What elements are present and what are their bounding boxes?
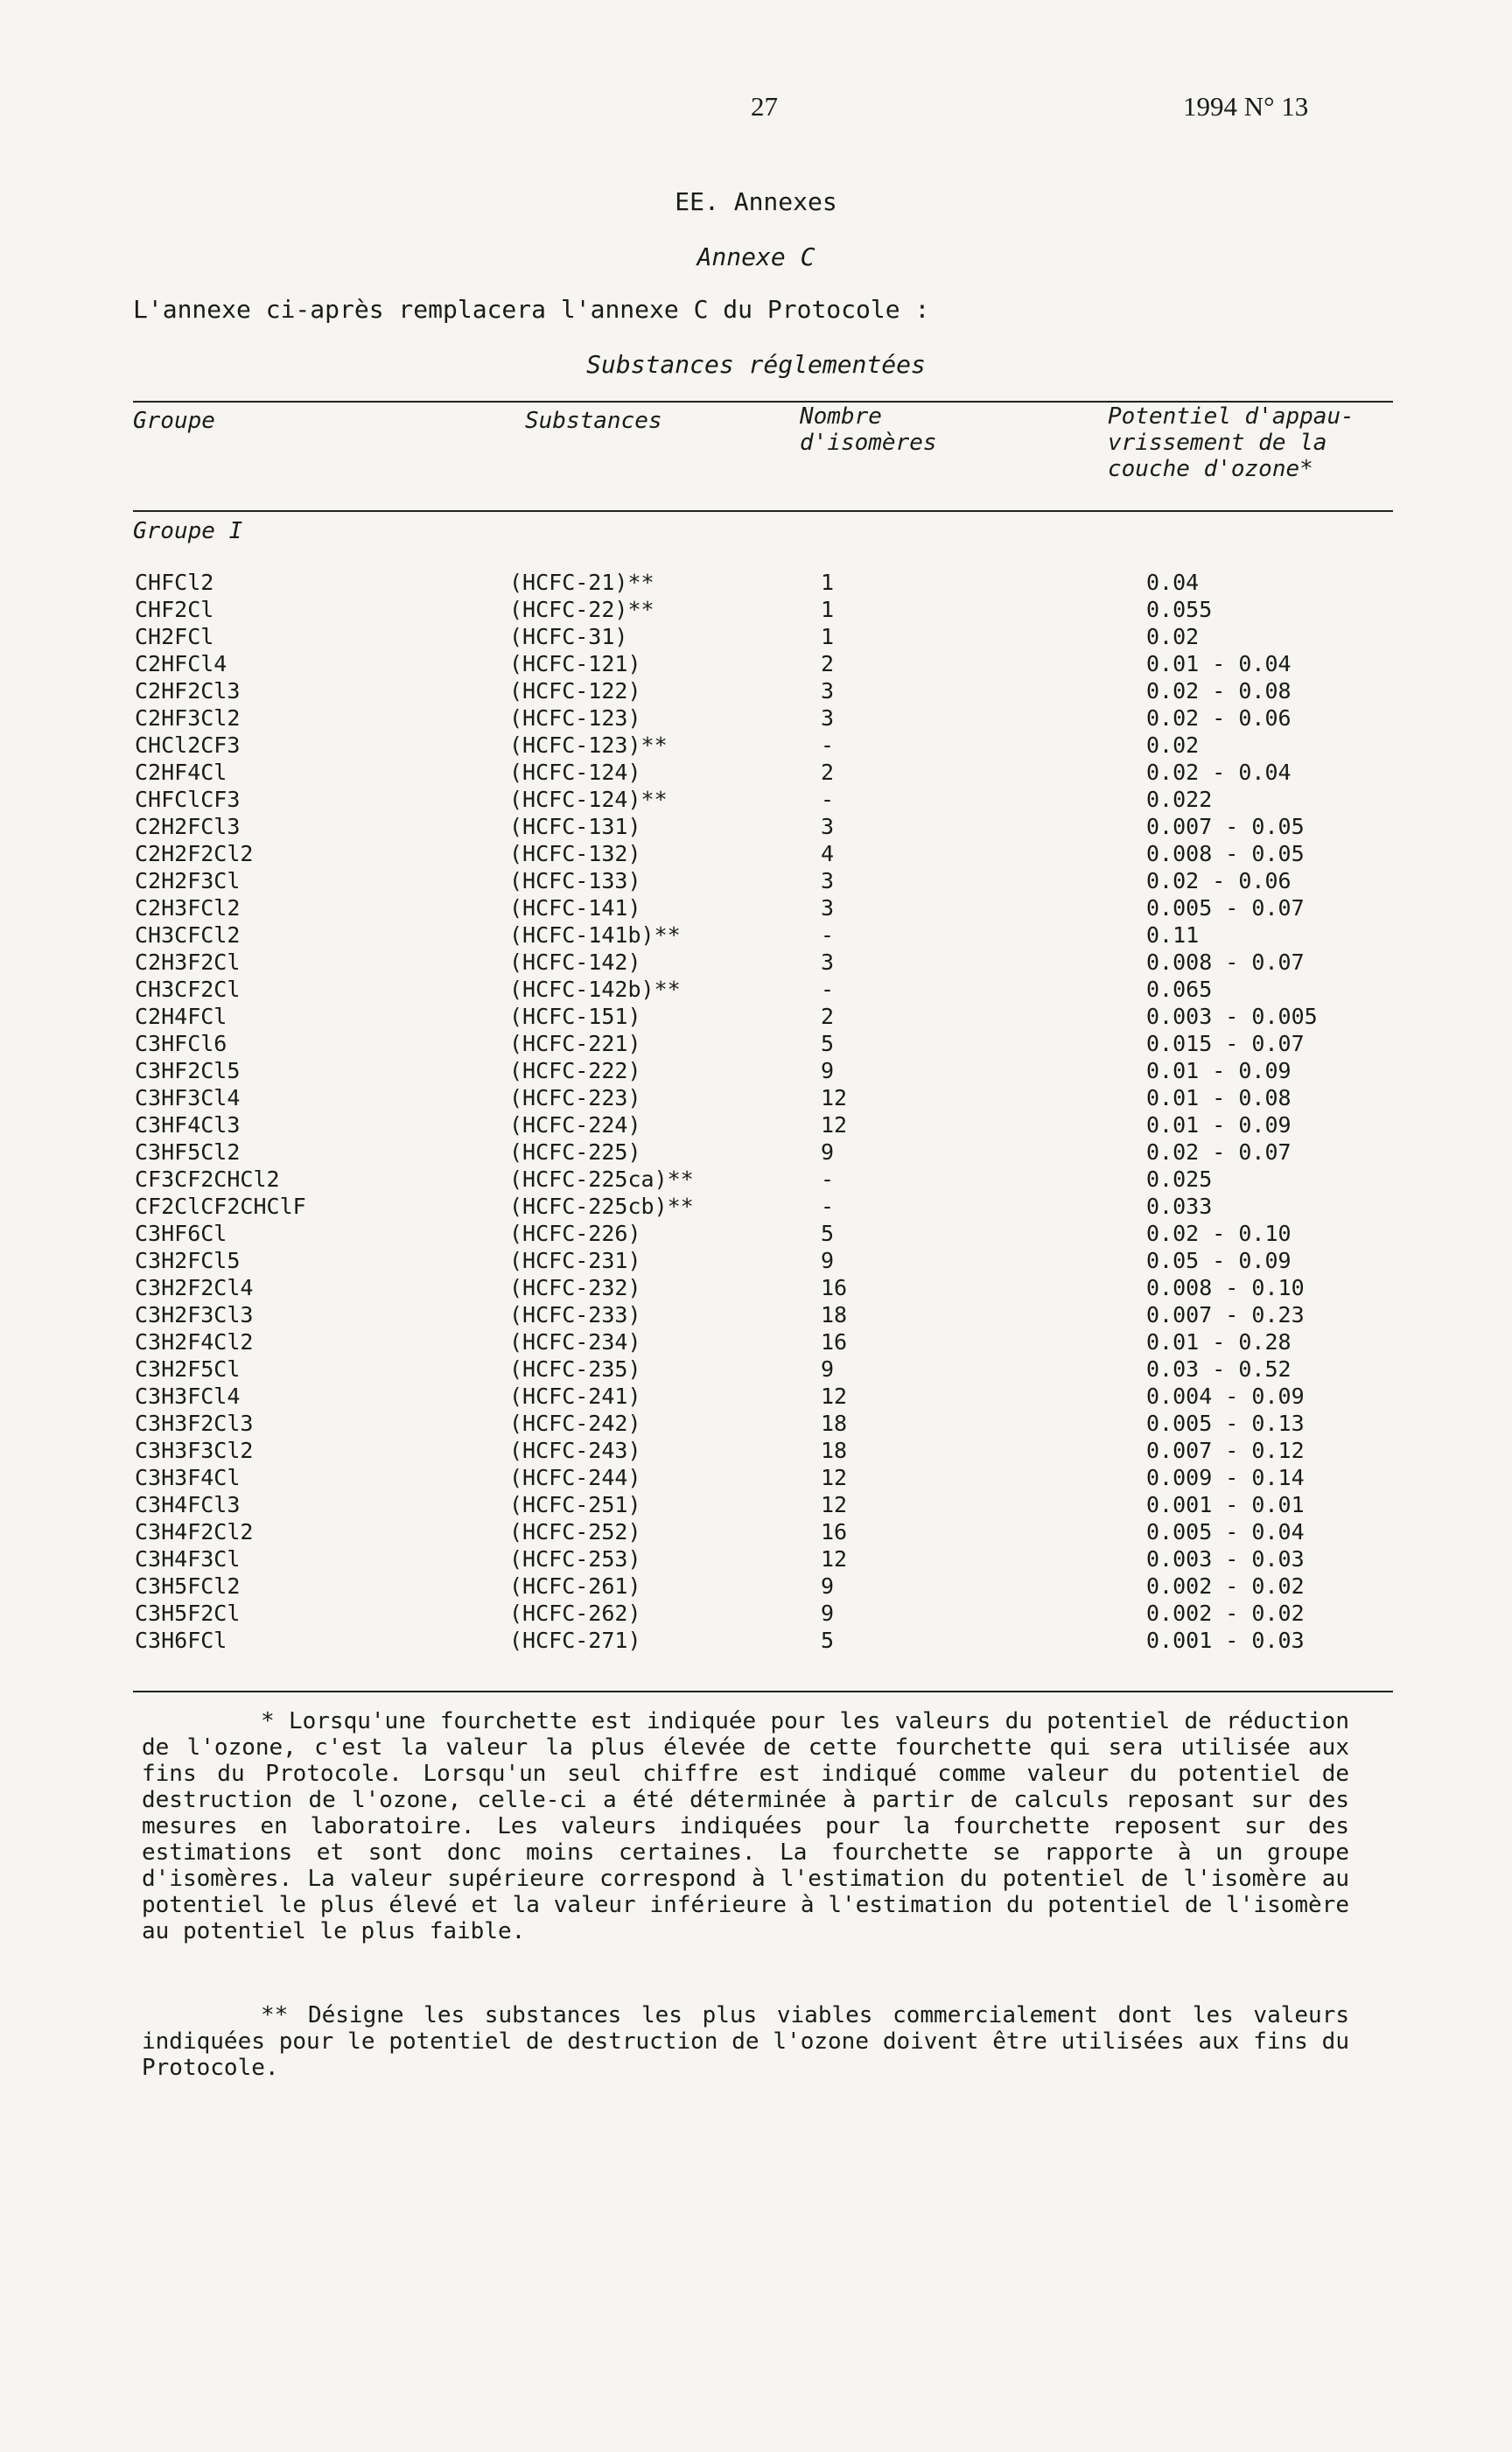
cell-substance: (HCFC-123)** [509,732,668,758]
cell-formula: CF3CF2CHCl2 [135,1166,280,1192]
cell-formula: CHFCl2 [135,570,214,595]
cell-substance: (HCFC-21)** [509,570,654,595]
cell-formula: CH3CF2Cl [135,977,241,1002]
cell-formula: C3H3F3Cl2 [135,1438,254,1463]
header-nombre-line1: Nombre [800,403,882,430]
cell-formula: C2H3F2Cl [135,949,241,975]
cell-formula: C3H4FCl3 [135,1492,241,1517]
cell-substance: (HCFC-225cb)** [509,1194,694,1219]
cell-formula: C2H2F3Cl [135,868,241,893]
cell-formula: C3HF5Cl2 [135,1139,241,1165]
cell-odp: 0.01 - 0.09 [1146,1112,1292,1138]
cell-isomers: 12 [821,1085,848,1110]
table-row [133,623,1393,650]
cell-formula: C3H2FCl5 [135,1248,241,1273]
table-row [133,759,1393,786]
cell-odp: 0.01 - 0.04 [1146,651,1292,676]
table-row [133,894,1393,921]
table-row [133,569,1393,596]
cell-odp: 0.055 [1146,597,1213,622]
cell-formula: C3H6FCl [135,1628,228,1653]
table-row [133,1166,1393,1193]
table-row [133,949,1393,976]
cell-formula: C3H5F2Cl [135,1601,241,1626]
cell-isomers: 3 [821,895,835,921]
table-row [133,650,1393,677]
table-row [133,867,1393,894]
cell-isomers: 9 [821,1248,835,1273]
table-row [133,786,1393,813]
cell-isomers: 2 [821,760,835,785]
journal-reference: 1994 N° 13 [1183,91,1309,122]
table-row [133,1491,1393,1518]
table-row [133,976,1393,1003]
cell-formula: C3HF3Cl4 [135,1085,241,1110]
cell-odp: 0.05 - 0.09 [1146,1248,1292,1273]
page-number: 27 [751,91,778,122]
cell-substance: (HCFC-131) [509,814,641,839]
cell-substance: (HCFC-132) [509,841,641,866]
table-row [133,813,1393,840]
section-title: EE. Annexes [675,187,837,216]
cell-isomers: - [821,1166,835,1192]
header-nombre-line2: d'isomères [800,430,937,456]
header-potentiel-line1: Potentiel d'appau- [1108,403,1354,430]
cell-formula: C2H2F2Cl2 [135,841,254,866]
cell-substance: (HCFC-22)** [509,597,654,622]
cell-odp: 0.02 - 0.08 [1146,678,1292,704]
cell-formula: C3H3F2Cl3 [135,1411,254,1436]
table-row [133,732,1393,759]
cell-odp: 0.11 [1146,922,1200,948]
cell-odp: 0.02 [1146,732,1200,758]
cell-isomers: 18 [821,1302,848,1328]
cell-formula: C2HF4Cl [135,760,228,785]
cell-odp: 0.008 - 0.10 [1146,1275,1305,1300]
cell-isomers: 16 [821,1275,848,1300]
cell-formula: C3HFCl6 [135,1031,228,1056]
cell-isomers: 3 [821,949,835,975]
table-row [133,1573,1393,1600]
cell-isomers: 1 [821,624,835,649]
cell-odp: 0.003 - 0.005 [1146,1004,1318,1029]
cell-isomers: 9 [821,1601,835,1626]
table-bottom-rule [133,1691,1393,1692]
cell-formula: CHCl2CF3 [135,732,241,758]
cell-odp: 0.02 - 0.06 [1146,868,1292,893]
table-row [133,921,1393,949]
intro-paragraph: L'annexe ci-après remplacera l'annexe C du Protocole : [133,295,930,324]
table-row [133,1003,1393,1030]
table-row [133,1518,1393,1545]
cell-formula: C2H3FCl2 [135,895,241,921]
cell-substance: (HCFC-233) [509,1302,641,1328]
cell-isomers: 9 [821,1573,835,1599]
cell-formula: CH2FCl [135,624,214,649]
cell-odp: 0.003 - 0.03 [1146,1546,1305,1572]
cell-formula: C3H2F2Cl4 [135,1275,254,1300]
annex-title: Annexe C [696,242,816,271]
table-row [133,677,1393,704]
cell-odp: 0.01 - 0.28 [1146,1329,1292,1355]
cell-substance: (HCFC-244) [509,1465,641,1490]
table-row [133,1410,1393,1437]
header-potentiel-line2: vrissement de la [1108,430,1327,456]
cell-formula: C3HF4Cl3 [135,1112,241,1138]
table-row [133,1138,1393,1166]
cell-isomers: 12 [821,1465,848,1490]
cell-substance: (HCFC-141b)** [509,922,681,948]
header-potentiel [1108,403,1354,482]
cell-odp: 0.03 - 0.52 [1146,1356,1292,1382]
cell-formula: C3H2F4Cl2 [135,1329,254,1355]
cell-odp: 0.005 - 0.07 [1146,895,1305,921]
cell-odp: 0.02 - 0.06 [1146,705,1292,731]
table-row [133,1220,1393,1247]
cell-odp: 0.005 - 0.04 [1146,1519,1305,1545]
cell-odp: 0.02 - 0.07 [1146,1139,1292,1165]
cell-isomers: 4 [821,841,835,866]
cell-odp: 0.008 - 0.05 [1146,841,1305,866]
cell-isomers: 9 [821,1139,835,1165]
cell-formula: C3H2F3Cl3 [135,1302,254,1328]
cell-isomers: 9 [821,1356,835,1382]
cell-substance: (HCFC-241) [509,1384,641,1409]
cell-odp: 0.007 - 0.12 [1146,1438,1305,1463]
cell-odp: 0.04 [1146,570,1200,595]
cell-formula: C2H4FCl [135,1004,228,1029]
table-row [133,1437,1393,1464]
cell-isomers: 12 [821,1546,848,1572]
cell-odp: 0.033 [1146,1194,1213,1219]
cell-odp: 0.002 - 0.02 [1146,1601,1305,1626]
cell-odp: 0.001 - 0.01 [1146,1492,1305,1517]
cell-substance: (HCFC-221) [509,1031,641,1056]
cell-formula: C2HF3Cl2 [135,705,241,731]
cell-isomers: 1 [821,597,835,622]
cell-substance: (HCFC-235) [509,1356,641,1382]
cell-isomers: 12 [821,1384,848,1409]
cell-formula: C3H2F5Cl [135,1356,241,1382]
header-group: Groupe [133,408,215,434]
cell-odp: 0.015 - 0.07 [1146,1031,1305,1056]
table-row [133,1545,1393,1573]
cell-substance: (HCFC-223) [509,1085,641,1110]
cell-formula: C3HF6Cl [135,1221,228,1246]
table-row [133,704,1393,732]
cell-odp: 0.02 - 0.10 [1146,1221,1292,1246]
cell-isomers: 5 [821,1031,835,1056]
cell-formula: C2HF2Cl3 [135,678,241,704]
cell-isomers: 12 [821,1492,848,1517]
cell-substance: (HCFC-151) [509,1004,641,1029]
cell-odp: 0.02 - 0.04 [1146,760,1292,785]
cell-isomers: 2 [821,651,835,676]
header-nombre-isomeres [800,403,937,456]
cell-isomers: 3 [821,678,835,704]
table-row [133,1057,1393,1084]
header-potentiel-line3: couche d'ozone* [1108,456,1313,482]
cell-substance: (HCFC-142b)** [509,977,681,1002]
table-caption: Substances réglementées [586,350,926,379]
cell-isomers: 3 [821,814,835,839]
cell-substance: (HCFC-122) [509,678,641,704]
cell-substance: (HCFC-243) [509,1438,641,1463]
cell-odp: 0.009 - 0.14 [1146,1465,1305,1490]
cell-odp: 0.002 - 0.02 [1146,1573,1305,1599]
cell-isomers: 18 [821,1411,848,1436]
cell-substance: (HCFC-262) [509,1601,641,1626]
table-row [133,1193,1393,1220]
cell-substance: (HCFC-123) [509,705,641,731]
cell-formula: C3H5FCl2 [135,1573,241,1599]
cell-substance: (HCFC-232) [509,1275,641,1300]
table-row [133,1247,1393,1274]
cell-substance: (HCFC-225ca)** [509,1166,694,1192]
cell-substance: (HCFC-252) [509,1519,641,1545]
cell-formula: C3H3F4Cl [135,1465,241,1490]
cell-formula: C3H4F3Cl [135,1546,241,1572]
footnote-double-star: ** Désigne les substances les plus viables commercialement dont les valeurs indiquées pour le potentiel de destruction de l'ozone doivent être utilisées aux fins du Protocole. [142,2002,1349,2081]
cell-isomers: 5 [821,1628,835,1653]
cell-substance: (HCFC-121) [509,651,641,676]
table-row [133,1464,1393,1491]
table-row [133,1328,1393,1356]
cell-isomers: - [821,1194,835,1219]
cell-odp: 0.01 - 0.08 [1146,1085,1292,1110]
cell-odp: 0.01 - 0.09 [1146,1058,1292,1083]
cell-substance: (HCFC-225) [509,1139,641,1165]
header-bottom-rule [133,510,1393,512]
cell-substance: (HCFC-124) [509,760,641,785]
table-row [133,1356,1393,1383]
cell-isomers: 16 [821,1519,848,1545]
cell-isomers: 18 [821,1438,848,1463]
table-row [133,1301,1393,1328]
cell-substance: (HCFC-242) [509,1411,641,1436]
cell-formula: CH3CFCl2 [135,922,241,948]
cell-substance: (HCFC-261) [509,1573,641,1599]
cell-substance: (HCFC-234) [509,1329,641,1355]
cell-substance: (HCFC-253) [509,1546,641,1572]
cell-isomers: - [821,977,835,1002]
cell-odp: 0.02 [1146,624,1200,649]
cell-odp: 0.007 - 0.05 [1146,814,1305,839]
cell-formula: C3H3FCl4 [135,1384,241,1409]
cell-formula: CHF2Cl [135,597,214,622]
cell-odp: 0.025 [1146,1166,1213,1192]
cell-isomers: 12 [821,1112,848,1138]
cell-formula: C3HF2Cl5 [135,1058,241,1083]
cell-substance: (HCFC-251) [509,1492,641,1517]
cell-isomers: 1 [821,570,835,595]
table-row [133,1383,1393,1410]
cell-substance: (HCFC-141) [509,895,641,921]
cell-substance: (HCFC-31) [509,624,628,649]
table-top-rule [133,401,1393,403]
table-row [133,1600,1393,1627]
group-label: Groupe I [133,518,243,544]
table-row [133,1627,1393,1654]
cell-isomers: 3 [821,868,835,893]
cell-formula: C3H4F2Cl2 [135,1519,254,1545]
table-row [133,1111,1393,1138]
cell-isomers: - [821,922,835,948]
cell-isomers: - [821,787,835,812]
cell-substance: (HCFC-222) [509,1058,641,1083]
cell-substance: (HCFC-231) [509,1248,641,1273]
cell-isomers: 16 [821,1329,848,1355]
cell-odp: 0.004 - 0.09 [1146,1384,1305,1409]
table-row [133,596,1393,623]
cell-formula: C2HFCl4 [135,651,228,676]
cell-odp: 0.005 - 0.13 [1146,1411,1305,1436]
cell-odp: 0.007 - 0.23 [1146,1302,1305,1328]
cell-substance: (HCFC-226) [509,1221,641,1246]
cell-odp: 0.022 [1146,787,1213,812]
table-row [133,840,1393,867]
cell-isomers: 5 [821,1221,835,1246]
cell-substance: (HCFC-224) [509,1112,641,1138]
cell-odp: 0.001 - 0.03 [1146,1628,1305,1653]
cell-substance: (HCFC-133) [509,868,641,893]
cell-formula: CF2ClCF2CHClF [135,1194,306,1219]
cell-isomers: 9 [821,1058,835,1083]
cell-isomers: 3 [821,705,835,731]
cell-isomers: 2 [821,1004,835,1029]
table-row [133,1030,1393,1057]
cell-odp: 0.065 [1146,977,1213,1002]
header-substances: Substances [525,408,662,434]
cell-isomers: - [821,732,835,758]
table-row [133,1084,1393,1111]
cell-substance: (HCFC-271) [509,1628,641,1653]
footnote-single-star: * Lorsqu'une fourchette est indiquée pour les valeurs du potentiel de réduction de l'ozone, c'est la valeur la plus élevée de cette fourchette qui sera utilisée aux fins du Protocole. Lorsqu'un seul chiffre est indiqué comme valeur du potentiel de destruction de l'ozone, celle-ci a été déterminée à partir de calculs reposant sur des mesures en laboratoire. Les valeurs indiquées pour la fourchette reposent sur des estimations et sont donc moins certaines. La fourchette se rapporte à un groupe d'isomères. La valeur supérieure correspond à l'estimation du potentiel de l'isomère au potentiel le plus élevé et la valeur inférieure à l'estimation du potentiel de l'isomère au potentiel le plus faible. [142,1708,1349,1944]
cell-odp: 0.008 - 0.07 [1146,949,1305,975]
table-row [133,1274,1393,1301]
substances-table-body [133,569,1393,1654]
cell-substance: (HCFC-124)** [509,787,668,812]
cell-substance: (HCFC-142) [509,949,641,975]
cell-formula: CHFClCF3 [135,787,241,812]
cell-formula: C2H2FCl3 [135,814,241,839]
